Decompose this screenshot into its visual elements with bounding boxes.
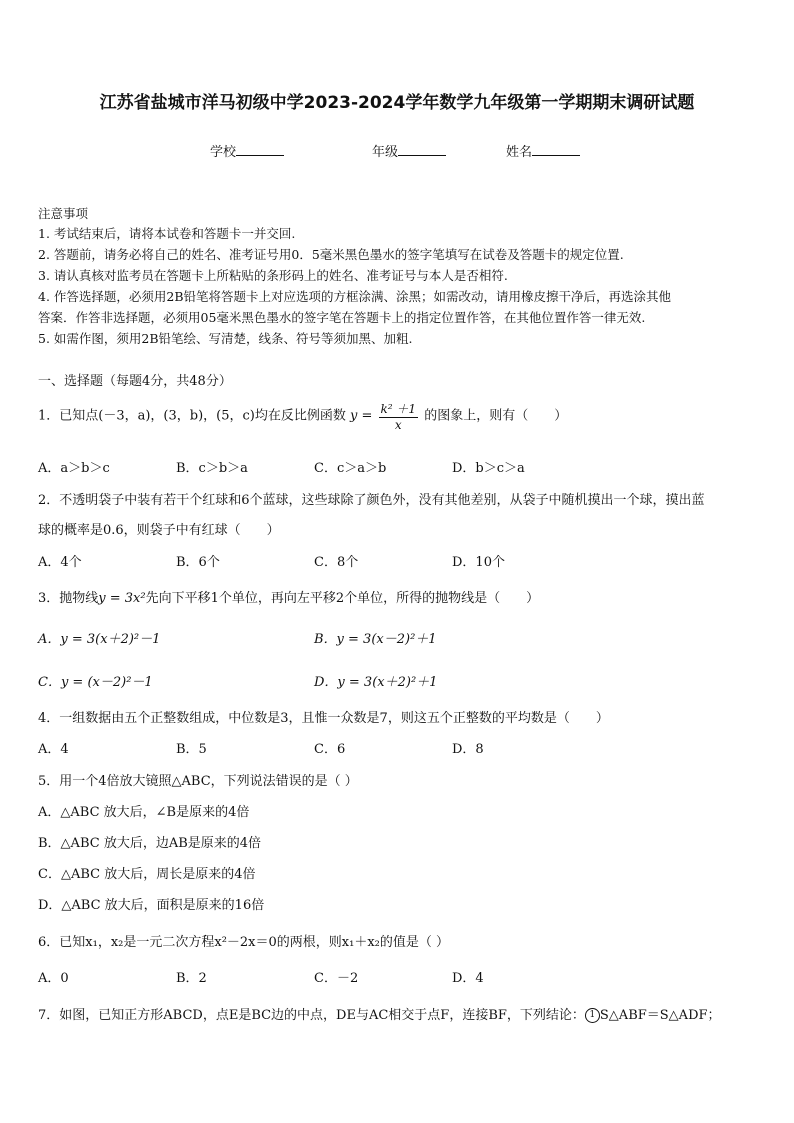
- question-7: [38, 1004, 721, 1023]
- question-1: [38, 400, 567, 432]
- q1-option-d: D．b＞c＞a: [452, 461, 525, 476]
- q3-text-pre: 3．抛物线: [38, 591, 99, 606]
- grade-blank[interactable]: [398, 142, 446, 156]
- school-label: 学校: [210, 145, 237, 160]
- school-field[interactable]: [210, 141, 284, 160]
- grade-label: 年级: [372, 145, 399, 160]
- q3-text-post: 先向下平移1个单位，再向左平移2个单位，所得的抛物线是（ ）: [145, 591, 540, 606]
- notice-item: 1. 考试结束后，请将本试卷和答题卡一并交回.: [38, 226, 296, 241]
- name-blank[interactable]: [532, 142, 580, 156]
- q2-option-a: A．4个: [38, 555, 82, 570]
- q3-option-a: A．y = 3(x＋2)²－1: [38, 632, 161, 647]
- notice-item: 2. 答题前，请务必将自己的姓名、准考证号用0．5毫米黑色墨水的签字笔填写在试卷及答题卡的规定位置.: [38, 247, 624, 262]
- q4-option-b: B．5: [176, 742, 207, 757]
- q1-text-pre: 1．已知点(－3，a)，(3，b)，(5，c)均在反比例函数: [38, 408, 346, 424]
- notice-item: 5. 如需作图，须用2B铅笔绘、写清楚，线条、符号等须加黑、加粗.: [38, 331, 413, 346]
- q5-option-a: A．△ABC 放大后，∠B是原来的4倍: [38, 805, 250, 820]
- q5-option-d: D．△ABC 放大后，面积是原来的16倍: [38, 898, 265, 913]
- q6-option-a: A．0: [38, 971, 69, 986]
- q7-text: 7．如图，已知正方形ABCD，点E是BC边的中点，DE与AC相交于点F，连接BF，下列结论：: [38, 1008, 585, 1023]
- notice-item: 答案．作答非选择题，必须用05毫米黑色墨水的签字笔在答题卡上的指定位置作答，在其他位置作答一律无效.: [38, 310, 646, 325]
- q7-formula: S△ABF＝S△ADF；: [599, 1008, 721, 1023]
- q2-option-b: B．6个: [176, 555, 220, 570]
- q1-option-a: A．a＞b＞c: [38, 461, 110, 476]
- q5-line: 5．用一个4倍放大镜照△ABC，下列说法错误的是（ ）: [38, 774, 358, 789]
- q4-option-d: D．8: [452, 742, 484, 757]
- q7-marker: 1: [585, 1008, 600, 1023]
- name-field[interactable]: [506, 141, 580, 160]
- page-title: 江苏省盐城市洋马初级中学2023-2024学年数学九年级第一学期期末调研试题: [99, 93, 695, 113]
- question-3: [38, 587, 539, 606]
- q5-option-c: C．△ABC 放大后，周长是原来的4倍: [38, 867, 256, 882]
- q2-option-c: C．8个: [314, 555, 359, 570]
- q5-option-b: B．△ABC 放大后，边AB是原来的4倍: [38, 836, 262, 851]
- q1-option-b: B．c＞b＞a: [176, 461, 248, 476]
- q1-numerator: k² ＋1: [380, 402, 417, 416]
- q6-option-c: C．－2: [314, 971, 359, 986]
- school-blank[interactable]: [236, 142, 284, 156]
- q3-equation: y = 3x²: [98, 591, 146, 606]
- q3-option-d: D．y = 3(x＋2)²＋1: [314, 675, 438, 690]
- q1-option-c: C．c＞a＞b: [314, 461, 387, 476]
- q4-option-a: A．4: [38, 742, 69, 757]
- q2-option-d: D．10个: [452, 555, 505, 570]
- grade-field[interactable]: [372, 141, 446, 160]
- notice-heading: 注意事项: [38, 206, 89, 221]
- q6-option-b: B．2: [176, 971, 207, 986]
- q2-line1: 2．不透明袋子中装有若干个红球和6个蓝球，这些球除了颜色外，没有其他差别，从袋子中随机摸出一个球，摸出蓝: [38, 493, 705, 508]
- notice-item: 4. 作答选择题，必须用2B铅笔将答题卡上对应选项的方框涂满、涂黑；如需改动，请用橡皮擦干净后，再选涂其他: [38, 289, 672, 304]
- q1-fraction: [379, 400, 419, 432]
- notice-item: 3. 请认真核对监考员在答题卡上所粘贴的条形码上的姓名、准考证号与本人是否相符.: [38, 268, 508, 283]
- name-label: 姓名: [506, 145, 533, 160]
- q6-option-d: D．4: [452, 971, 484, 986]
- q3-option-c: C．y = (x－2)²－1: [38, 675, 153, 690]
- q1-denominator: x: [394, 418, 402, 432]
- q6-line: 6．已知x₁，x₂是一元二次方程x²－2x＝0的两根，则x₁＋x₂的值是（ ）: [38, 935, 449, 950]
- q3-option-b: B．y = 3(x－2)²＋1: [314, 632, 437, 647]
- q2-line2: 球的概率是0.6，则袋子中有红球（ ）: [38, 523, 280, 538]
- q1-text-post: 的图象上，则有（ ）: [424, 408, 568, 424]
- q1-y: y =: [350, 408, 373, 424]
- q4-line: 4．一组数据由五个正整数组成，中位数是3，且惟一众数是7，则这五个正整数的平均数是（ ）: [38, 711, 609, 726]
- section-heading: 一、选择题（每题4分，共48分）: [38, 374, 232, 389]
- q4-option-c: C．6: [314, 742, 346, 757]
